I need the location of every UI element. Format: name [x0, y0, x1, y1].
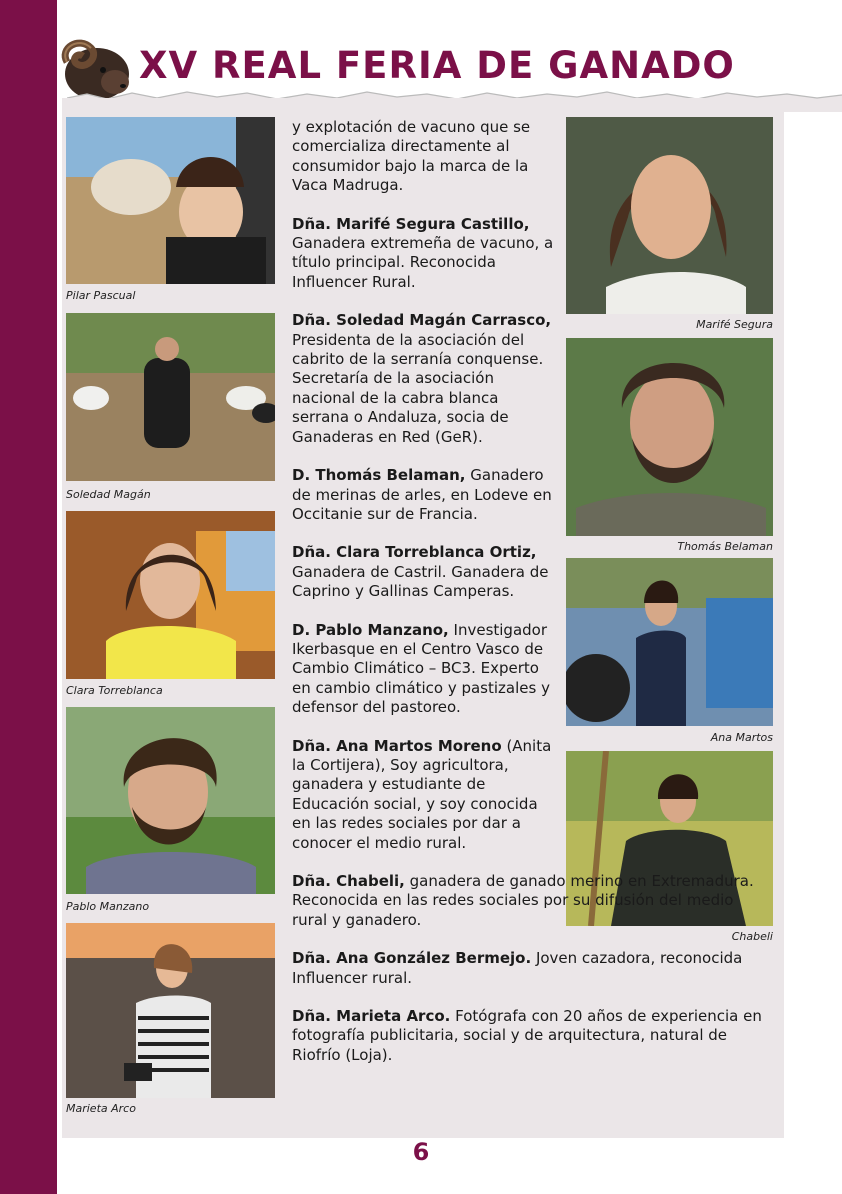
caption-pilar-pascual: Pilar Pascual — [66, 289, 136, 302]
photo-pablo-manzano — [66, 707, 275, 894]
bio-entry: Dña. Clara Torreblanca Ortiz, Ganadera de Castril. Ganadera de Caprino y Gallinas Camperas. — [292, 543, 549, 601]
bio-entry: Dña. Soledad Magán Carrasco, Presidenta de la asociación del cabrito de la serranía conquense. Secretaría de la asociación nacional de la cabra blanca serrana o Andaluza, socia de Ganaderas en Red (GeR). — [292, 311, 552, 446]
bio-entry: D. Thomás Belaman, Ganadero de merinas de arles, en Lodeve en Occitanie sur de Francia. — [292, 466, 552, 523]
caption-marieta-arco: Marieta Arco — [66, 1102, 136, 1115]
bio-entry: Dña. Chabeli, ganadera de ganado merino en Extremadura. Reconocida en las redes sociales por su difusión del medio rural y ganadero. — [292, 872, 754, 929]
caption-ana-martos: Ana Martos — [710, 731, 773, 744]
photo-marieta-arco — [66, 923, 275, 1098]
bio-entry: Dña. Marieta Arco. Fotógrafa con 20 años de experiencia en fotografía publicitaria, social y de arquitectura, natural de Riofrío (Loja). — [292, 1007, 762, 1064]
page-number: 6 — [412, 1138, 430, 1166]
bio-text-column — [292, 118, 772, 1084]
bio-entry: y explotación de vacuno que se comercializa directamente al consumidor bajo la marca de la Vaca Madruga. — [292, 118, 531, 195]
caption-chabeli: Chabeli — [731, 930, 773, 943]
photo-soledad-magan — [66, 313, 275, 481]
caption-clara-torreblanca: Clara Torreblanca — [66, 684, 163, 697]
header — [57, 22, 842, 110]
caption-thomas-belaman: Thomás Belaman — [677, 540, 773, 553]
photo-clara-torreblanca — [66, 511, 275, 679]
bio-entry: Dña. Marifé Segura Castillo, Ganadera extremeña de vacuno, a título principal. Reconocida Influencer Rural. — [292, 214, 554, 291]
bio-entry: D. Pablo Manzano, Investigador Ikerbasque en el Centro Vasco de Cambio Climático – BC3. Experto en cambio climático y pastizales y defensor del pastoreo. — [292, 620, 550, 717]
bio-entry: Dña. Ana González Bermejo. Joven cazadora, reconocida Influencer rural. — [292, 949, 743, 987]
caption-pablo-manzano: Pablo Manzano — [66, 900, 150, 913]
caption-soledad-magan: Soledad Magán — [66, 488, 151, 501]
bio-entry: Dña. Ana Martos Moreno (Anita la Cortijera), Soy agricultora, ganadera y estudiante de Educación social, y soy conocida en las redes sociales por dar a conocer el medio rural. — [292, 736, 552, 852]
side-bar — [0, 0, 57, 1194]
page-title: XV REAL FERIA DE GANADO — [139, 44, 735, 87]
caption-marife-segura: Marifé Segura — [696, 318, 773, 331]
photo-pilar-pascual — [66, 117, 275, 284]
